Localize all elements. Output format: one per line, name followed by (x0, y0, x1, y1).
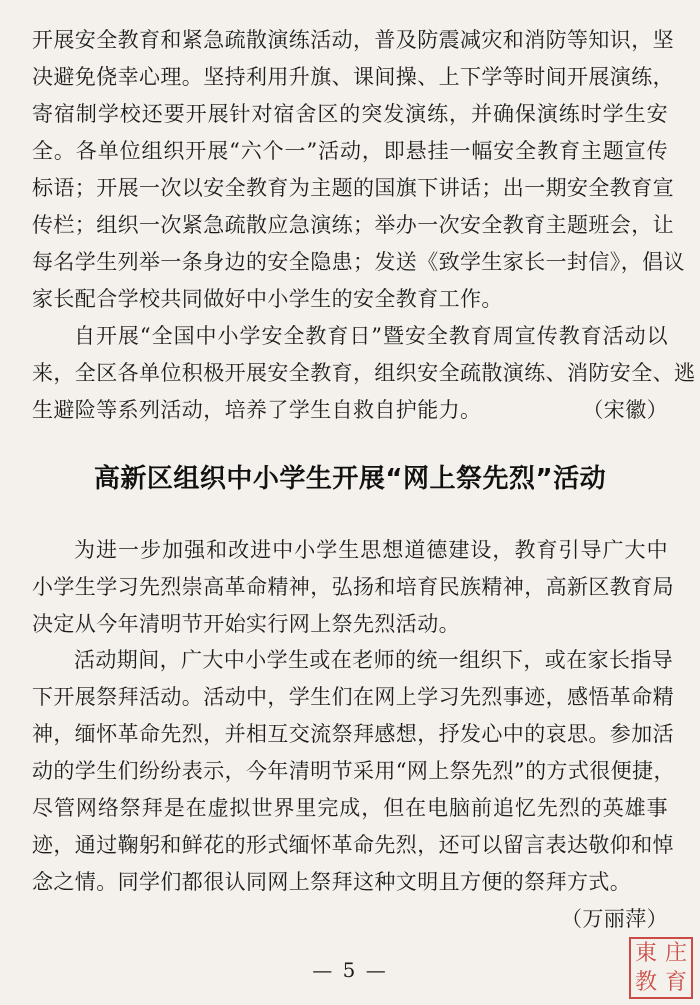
text-line: 活动期间，广大中小学生或在老师的统一组织下，或在家长指导 (74, 648, 674, 672)
text-line: 为进一步加强和改进中小学生思想道德建设，教育引导广大中 (74, 538, 668, 562)
text-line: 寄宿制学校还要开展针对宿舍区的突发演练，并确保演练时学生安 (32, 102, 668, 126)
paragraph-safety-activities (32, 22, 685, 318)
text-line: 开展安全教育和紧急疏散演练活动，普及防震减灾和消防等知识，坚 (32, 28, 674, 52)
text-line: 下开展祭拜活动。活动中，学生们在网上学习先烈事迹，感悟革命精 (32, 685, 674, 709)
seal-char: 東 (634, 940, 657, 966)
page-number: — 5 — (312, 958, 388, 982)
text-line: 动的学生们纷纷表示，今年清明节采用“网上祭先烈”的方式很便捷， (32, 759, 675, 783)
paragraph-activity-details (32, 642, 675, 938)
seal-char: 庄 (664, 940, 687, 966)
text-line: 决避免侥幸心理。坚持利用升旗、课间操、上下学等时间开展演练， (32, 65, 674, 89)
text-line: 自开展“全国中小学安全教育日”暨安全教育周宣传教育活动以 (74, 324, 668, 348)
text-line: 神，缅怀革命先烈，并相互交流祭拜感想，抒发心中的哀思。参加活 (32, 722, 674, 746)
paragraph-intro (32, 532, 674, 643)
text-line-content: 生避险等系列活动，培养了学生自救自护能力。 (32, 398, 482, 422)
article-title: 高新区组织中小学生开展“网上祭先烈”活动 (93, 464, 607, 494)
text-line: 每名学生列举一条身边的安全隐患；发送《致学生家长一封信》，倡议 (32, 250, 685, 274)
seal-char: 育 (664, 969, 687, 995)
text-line: 传栏；组织一次紧急疏散应急演练；举办一次安全教育主题班会，让 (32, 213, 674, 237)
paragraph-safety-summary (32, 318, 696, 429)
text-line: 全。各单位组织开展“六个一”活动，即悬挂一幅安全教育主题宣传 (32, 139, 668, 163)
seal-stamp (629, 937, 693, 999)
text-line: 尽管网络祭拜是在虚拟世界里完成，但在电脑前追忆先烈的英雄事 (32, 796, 668, 820)
text-line: 小学生学习先烈崇高革命精神，弘扬和培育民族精神，高新区教育局 (32, 575, 674, 599)
text-line: 念之情。同学们都很认同网上祭拜这种文明且方便的祭拜方式。 (32, 870, 632, 894)
author-signature: （宋徽） (582, 398, 668, 422)
text-line: 标语；开展一次以安全教育为主题的国旗下讲话；出一期安全教育宣 (32, 176, 674, 200)
author-signature: （万丽萍） (561, 907, 668, 931)
text-line: 家长配合学校共同做好中小学生的安全教育工作。 (32, 287, 503, 311)
text-line: 决定从今年清明节开始实行网上祭先烈活动。 (32, 612, 460, 636)
text-line: 来，全区各单位积极开展安全教育，组织安全疏散演练、消防安全、逃 (32, 361, 696, 385)
text-line (32, 392, 668, 429)
seal-char: 教 (634, 969, 657, 995)
text-line: 迹，通过鞠躬和鲜花的形式缅怀革命先烈，还可以留言表达敬仰和悼 (32, 833, 674, 857)
